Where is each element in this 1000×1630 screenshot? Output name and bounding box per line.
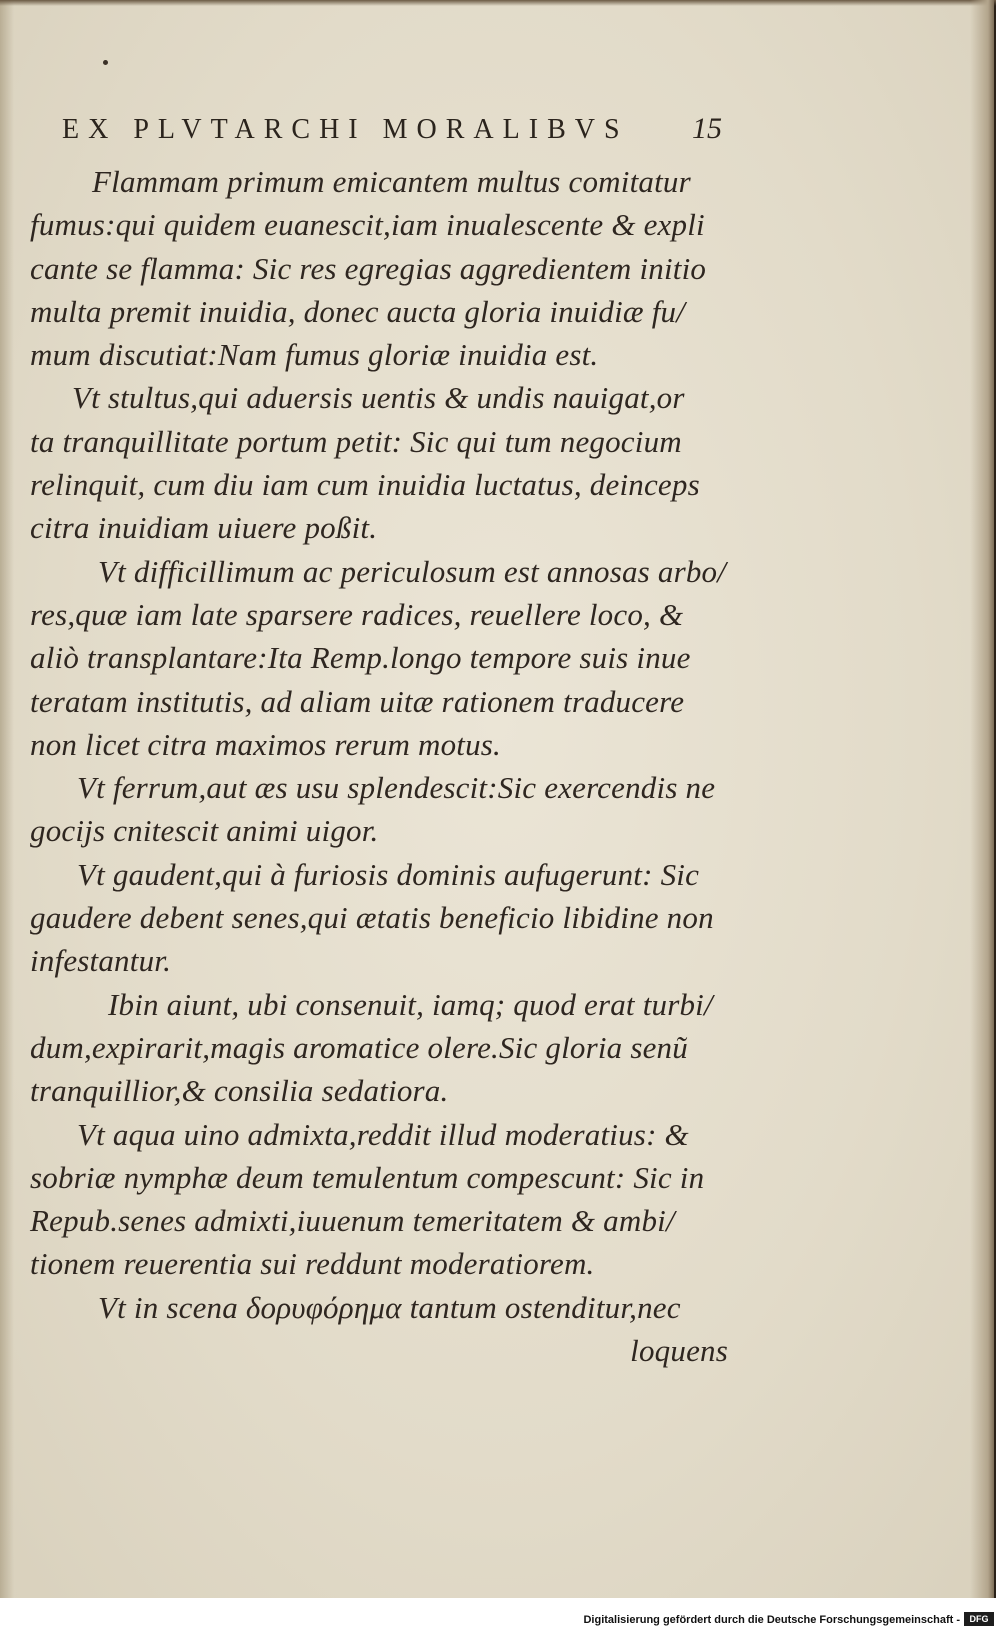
text-line: relinquit, cum diu iam cum inuidia luctatus, deinceps <box>30 467 700 503</box>
text-line: Vt gaudent,qui à furiosis dominis aufugerunt: Sic <box>77 856 700 892</box>
text-line: Vt ferrum,aut æs usu splendescit:Sic exercendis ne <box>77 770 716 806</box>
text-line: Flammam primum emicantem multus comitatur <box>92 164 691 199</box>
text-line: citra inuidiam uiuere poßit. <box>30 510 378 546</box>
text-line: mum discutiat:Nam fumus gloriæ inuidia est. <box>30 337 599 373</box>
digitization-credit: Digitalisierung gefördert durch die Deutsche Forschungsgemeinschaft - <box>583 1614 960 1626</box>
running-head <box>62 112 722 146</box>
text-line: aliò transplantare:Ita Remp.longo tempore suis inue <box>30 640 691 676</box>
page-fore-edge <box>970 0 994 1598</box>
page-number: 15 <box>692 112 722 145</box>
text-line: Vt aqua uino admixta,reddit illud moderatius: & <box>77 1116 689 1152</box>
text-line: non licet citra maximos rerum motus. <box>30 726 502 762</box>
text-line: Ibin aiunt, ubi consenuit, iamq; quod erat turbi/ <box>108 986 713 1022</box>
text-line: gaudere debent senes,qui ætatis beneficio libidine non <box>30 900 714 936</box>
dfg-logo: DFG <box>964 1612 994 1626</box>
text-line: dum,expirarit,magis aromatice olere.Sic gloria senũ <box>30 1029 688 1065</box>
text-line: Vt stultus,qui aduersis uentis & undis nauigat,or <box>72 380 685 416</box>
running-title: EX PLVTARCHI MORALIBVS <box>62 114 629 145</box>
catchword: loquens <box>630 1333 728 1369</box>
text-line: tionem reuerentia sui reddunt moderatiorem. <box>30 1246 595 1282</box>
text-line: fumus:qui quidem euanescit,iam inualescente & expli <box>30 207 705 243</box>
text-line: ta tranquillitate portum petit: Sic qui tum negocium <box>30 423 682 459</box>
text-block <box>30 160 730 1372</box>
text-line: infestantur. <box>30 943 172 979</box>
text-line: teratam institutis, ad aliam uitæ rationem traducere <box>30 683 685 719</box>
ink-speck <box>103 60 108 65</box>
text-line: Repub.senes admixti,iuuenum temeritatem & ambi/ <box>30 1203 675 1239</box>
page-gutter-shadow <box>0 0 14 1598</box>
text-line: multa premit inuidia, donec aucta gloria inuidiæ fu/ <box>30 293 686 329</box>
text-line: Vt in scena δορυφόρημα tantum ostenditur,nec <box>98 1289 681 1325</box>
text-line: sobriæ nymphæ deum temulentum compescunt: Sic in <box>30 1159 705 1195</box>
text-line: cante se flamma: Sic res egregias aggredientem initio <box>30 250 707 286</box>
text-line: Vt difficillimum ac periculosum est annosas arbo/ <box>98 553 727 589</box>
page-top-edge <box>0 0 996 6</box>
text-line: gocijs cnitescit animi uigor. <box>30 813 379 849</box>
text-line: res,quæ iam late sparsere radices, reuellere loco, & <box>30 596 684 632</box>
text-line: tranquillior,& consilia sedatiora. <box>30 1073 449 1109</box>
